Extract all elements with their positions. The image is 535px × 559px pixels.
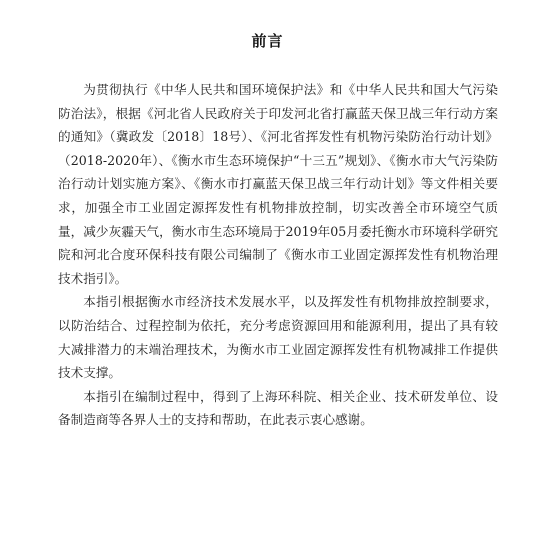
document-body: [58, 78, 498, 432]
paragraph-3: 本指引在编制过程中，得到了上海环科院、相关企业、技术研发单位、设备制造商等各界人士的支持和帮助，在此表示衷心感谢。: [58, 388, 498, 428]
page-title: 前言: [251, 32, 284, 50]
paragraph-1: 为贯彻执行《中华人民共和国环境保护法》和《中华人民共和国大气污染防治法》，根据《河北省人民政府关于印发河北省打赢蓝天保卫战三年行动方案的通知》（冀政发〔2018〕18号）、《河北省挥发性有机物污染防治行动计划》（2018-2020年）、《衡水市生态环境保护“十三五”规划》、《衡水市大气污染防治行动计划实施方案》、《衡水市打赢蓝天保卫战三年行动计划》等文件相关要求，加强全市工业固定源挥发性有机物排放控制，切实改善全市环境空气质量，减少灰霾天气，衡水市生态环境局于2019年05月委托衡水市环境科学研究院和河北合度环保科技有限公司编制了《衡水市工业固定源挥发性有机物治理技术指引》。: [58, 82, 498, 286]
paragraph-2: 本指引根据衡水市经济技术发展水平，以及挥发性有机物排放控制要求，以防治结合、过程控制为依托，充分考虑资源回用和能源利用，提出了具有较大减排潜力的末端治理技术，为衡水市工业固定源挥发性有机物减排工作提供技术支撑。: [58, 294, 498, 381]
